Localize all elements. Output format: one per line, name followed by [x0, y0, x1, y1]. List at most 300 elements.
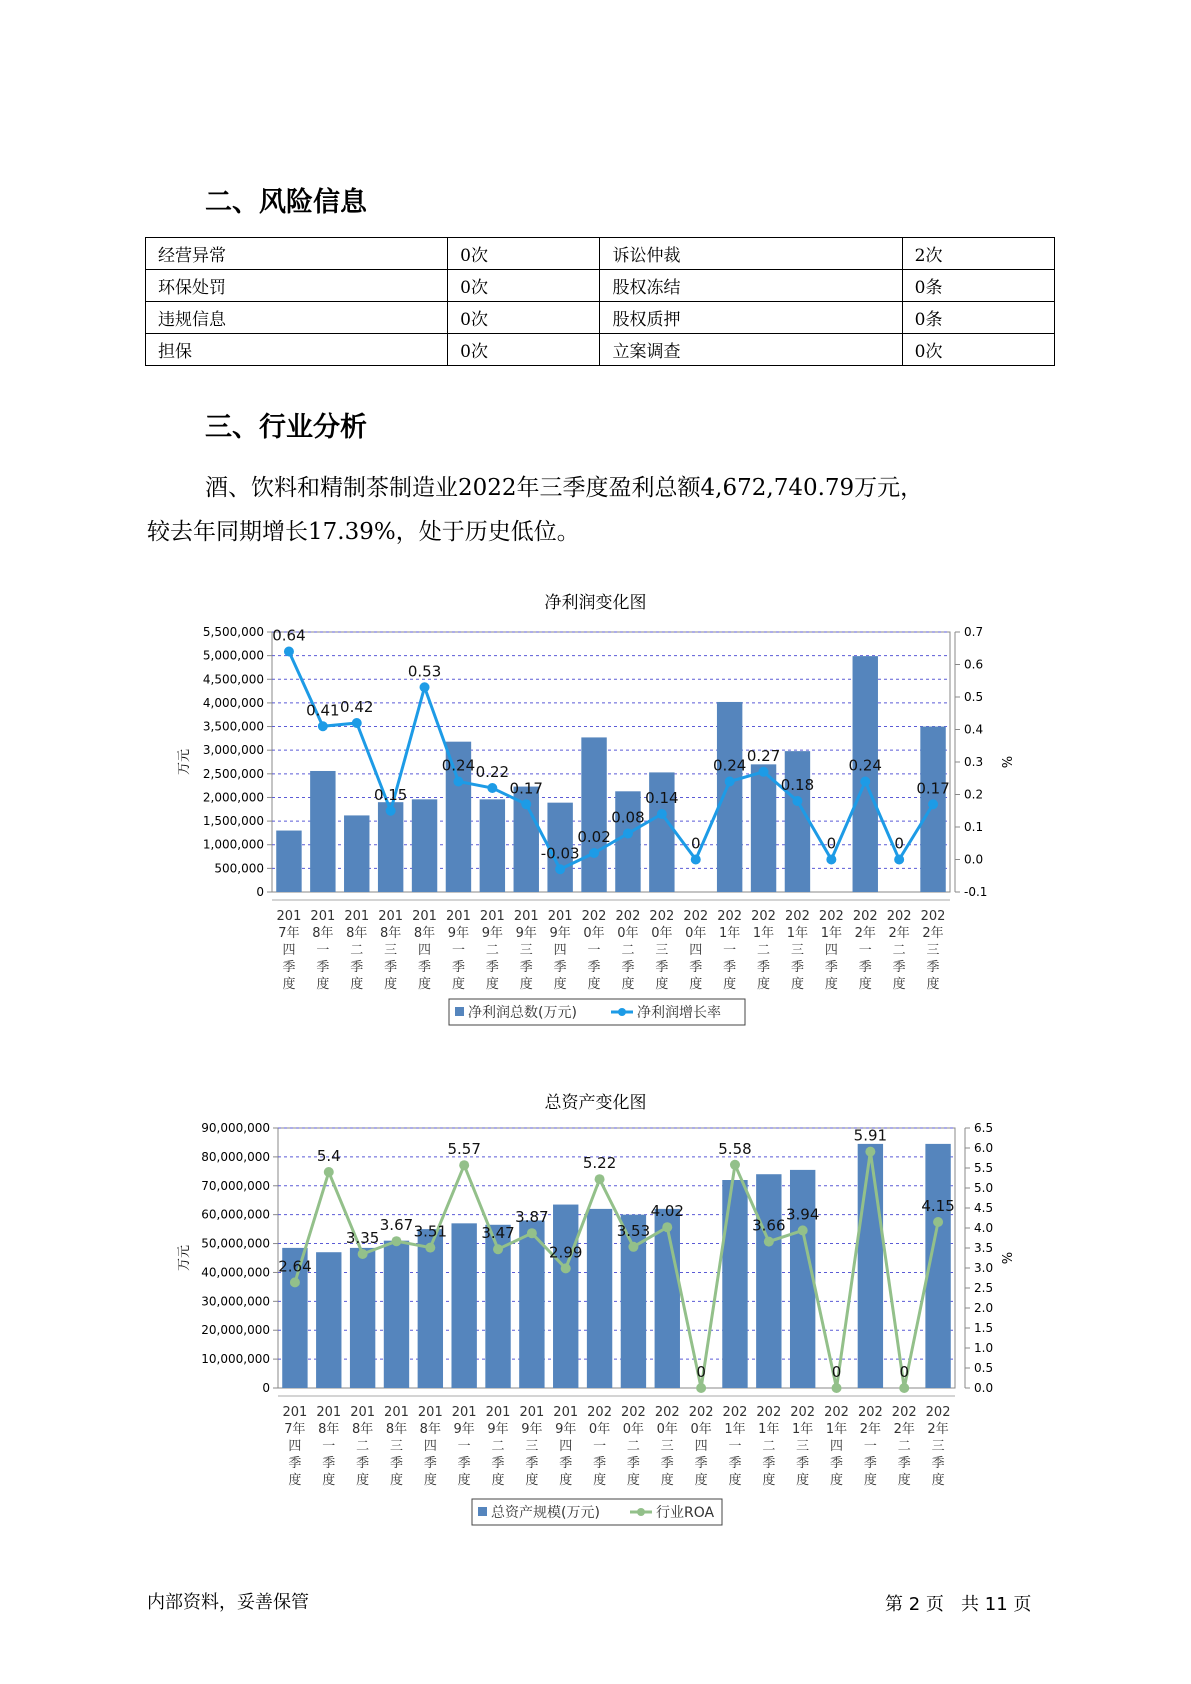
y-right-tick-label: 0.5 [974, 1361, 994, 1375]
line-point [493, 1244, 503, 1254]
line-point [933, 1217, 943, 1227]
total-assets-chart [0, 1110, 1191, 1540]
x-tick-label: 8年 [413, 926, 436, 941]
x-tick-label: 度 [491, 1473, 505, 1488]
line-point [798, 1225, 808, 1235]
y-left-tick-label: 80,000,000 [201, 1149, 270, 1164]
x-tick-label: 度 [728, 1473, 742, 1488]
x-tick-label: 度 [858, 977, 872, 992]
risk-item-label: 违规信息 [146, 302, 448, 334]
data-label: 5.57 [447, 1140, 481, 1159]
x-tick-label: 度 [796, 1473, 810, 1488]
line-point [420, 682, 430, 692]
x-tick-label: 度 [587, 977, 601, 992]
bar [310, 771, 335, 892]
legend-bar-swatch [478, 1507, 487, 1516]
y-right-tick-label: 0.0 [964, 852, 984, 867]
y-right-tick-label: 0.4 [964, 722, 984, 737]
x-tick-label: 201 [485, 1405, 511, 1420]
line-point [555, 864, 565, 874]
risk-table-row [146, 270, 1055, 302]
x-tick-label: 季 [621, 960, 635, 975]
x-tick-label: 度 [762, 1473, 776, 1488]
footer-left: 内部资料，妥善保管 [147, 1592, 309, 1613]
line-point [792, 796, 802, 806]
y-right-tick-label: 2.0 [974, 1301, 994, 1315]
y-left-tick-label: 70,000,000 [201, 1178, 270, 1193]
risk-item-value: 0次 [448, 270, 600, 302]
data-label: 0.17 [916, 779, 950, 798]
line-point [386, 806, 396, 816]
y-right-tick-label: 0.2 [964, 787, 984, 802]
x-tick-label: 二 [356, 1439, 370, 1454]
x-tick-label: 度 [723, 977, 737, 992]
y-right-tick-label: 6.0 [974, 1141, 994, 1155]
risk-item-value: 0条 [902, 270, 1054, 302]
x-tick-label: 202 [722, 1405, 748, 1420]
x-tick-label: 202 [717, 909, 743, 924]
x-tick-label: 1年 [752, 926, 775, 941]
y-right-tick-label: 4.0 [974, 1221, 994, 1235]
y-left-tick-label: 2,000,000 [202, 790, 264, 805]
y-right-axis-label: % [998, 755, 1013, 769]
x-tick-label: 四 [559, 1439, 573, 1454]
x-tick-label: 0年 [685, 926, 707, 941]
line-point [826, 855, 836, 865]
section-3-title: 三、行业分析 [205, 412, 367, 443]
x-tick-label: 季 [626, 1456, 640, 1471]
x-tick-label: 202 [756, 1405, 782, 1420]
x-tick-label: 度 [926, 977, 940, 992]
bar [316, 1252, 341, 1388]
plot-area [278, 1128, 955, 1388]
x-tick-label: 四 [553, 943, 567, 958]
data-label: 3.67 [379, 1216, 414, 1235]
x-tick-label: 度 [519, 977, 533, 992]
line-point [764, 1237, 774, 1247]
bar [581, 737, 606, 892]
risk-table-row [146, 238, 1055, 270]
data-label: 3.47 [481, 1224, 515, 1243]
x-tick-label: 四 [824, 943, 838, 958]
x-tick-label: 2年 [927, 1422, 949, 1437]
data-label: 0.14 [645, 789, 679, 807]
x-tick-label: 201 [276, 909, 302, 924]
data-label: -0.03 [540, 844, 580, 863]
line-point [696, 1383, 706, 1393]
data-label: 0 [826, 834, 837, 853]
line-point [358, 1249, 368, 1259]
y-right-tick-label: 3.0 [974, 1261, 994, 1275]
x-tick-label: 0年 [588, 1422, 611, 1437]
risk-item-label: 诉讼仲裁 [600, 238, 902, 270]
x-tick-label: 四 [418, 943, 432, 958]
x-tick-label: 度 [824, 977, 838, 992]
y-left-tick-label: 2,500,000 [202, 766, 264, 781]
x-tick-label: 三 [931, 1439, 945, 1454]
bar [920, 727, 945, 892]
data-label: 2.64 [278, 1257, 312, 1276]
line-point [860, 777, 870, 787]
x-tick-label: 季 [356, 1456, 370, 1471]
x-tick-label: 四 [282, 943, 296, 958]
x-tick-label: 202 [852, 909, 878, 924]
line-point [691, 855, 701, 865]
line-point [894, 855, 904, 865]
bar [451, 1223, 476, 1388]
bar [615, 791, 640, 892]
line-point [425, 1243, 435, 1253]
x-tick-label: 度 [621, 977, 635, 992]
x-tick-label: 2年 [854, 926, 876, 941]
risk-item-value: 0次 [448, 302, 600, 334]
y-left-tick-label: 20,000,000 [201, 1323, 270, 1338]
x-tick-label: 三 [519, 943, 533, 958]
x-tick-label: 季 [282, 960, 296, 975]
x-tick-label: 季 [728, 1456, 742, 1471]
bar [276, 831, 301, 892]
y-right-tick-label: 1.5 [974, 1321, 994, 1335]
bar [418, 1229, 443, 1388]
chart-2-title: 总资产变化图 [544, 1093, 647, 1113]
bar [519, 1220, 544, 1388]
x-tick-label: 季 [931, 1456, 945, 1471]
y-right-tick-label: 0.7 [964, 625, 984, 639]
footer-page-number: 第 2 页 共 11 页 [885, 1594, 1032, 1615]
x-tick-label: 201 [553, 1405, 579, 1420]
x-tick-label: 0年 [690, 1422, 712, 1437]
x-tick-label: 季 [796, 1456, 810, 1471]
data-label: 0.42 [340, 698, 374, 716]
x-tick-label: 1年 [825, 1422, 848, 1437]
x-tick-label: 度 [384, 977, 398, 992]
y-left-tick-label: 30,000,000 [201, 1294, 270, 1309]
x-tick-label: 二 [626, 1439, 640, 1454]
x-tick-label: 8年 [318, 1422, 340, 1437]
x-tick-label: 201 [310, 909, 336, 924]
data-label: 3.53 [616, 1221, 651, 1240]
x-tick-label: 度 [892, 977, 906, 992]
x-tick-label: 度 [830, 1473, 844, 1488]
y-left-tick-label: 4,000,000 [202, 695, 264, 710]
x-tick-label: 一 [593, 1439, 607, 1454]
y-left-tick-label: 0 [262, 1381, 270, 1395]
x-tick-label: 7年 [278, 926, 300, 941]
line-point [662, 1222, 672, 1232]
x-tick-label: 二 [491, 1439, 505, 1454]
y-left-tick-label: 4,500,000 [202, 672, 264, 687]
line-point [487, 783, 497, 793]
x-tick-label: 季 [553, 960, 567, 975]
x-tick-label: 201 [384, 1405, 409, 1420]
bar [553, 1205, 578, 1388]
line-point [899, 1383, 909, 1393]
x-tick-label: 8年 [419, 1422, 441, 1437]
x-tick-label: 202 [621, 1405, 646, 1420]
x-tick-label: 201 [412, 909, 437, 924]
x-tick-label: 度 [660, 1473, 674, 1488]
data-label: 3.87 [515, 1208, 549, 1227]
x-tick-label: 202 [790, 1405, 816, 1420]
x-tick-label: 202 [925, 1405, 951, 1420]
x-tick-label: 9年 [453, 1422, 475, 1437]
risk-item-label: 担保 [146, 334, 448, 366]
x-tick-label: 季 [723, 960, 737, 975]
x-tick-label: 度 [694, 1473, 708, 1488]
x-tick-label: 度 [757, 977, 771, 992]
x-tick-label: 度 [655, 977, 669, 992]
risk-item-value: 0条 [902, 302, 1054, 334]
data-label: 5.58 [718, 1139, 752, 1158]
legend-bar-swatch [455, 1007, 464, 1016]
x-tick-label: 8年 [351, 1422, 374, 1437]
bar [384, 1241, 409, 1388]
bar [350, 1248, 375, 1388]
x-tick-label: 季 [451, 960, 465, 975]
legend-line-marker [637, 1508, 645, 1516]
x-tick-label: 度 [931, 1473, 945, 1488]
x-tick-label: 三 [655, 943, 669, 958]
x-tick-label: 季 [892, 960, 906, 975]
x-tick-label: 9年 [487, 1422, 509, 1437]
x-tick-label: 度 [863, 1473, 877, 1488]
x-tick-label: 度 [316, 977, 330, 992]
x-tick-label: 9年 [481, 926, 503, 941]
legend-line-label: 行业ROA [656, 1505, 715, 1521]
y-left-tick-label: 500,000 [214, 861, 264, 876]
line-point [324, 1167, 334, 1177]
x-tick-label: 度 [897, 1473, 911, 1488]
x-tick-label: 度 [350, 977, 364, 992]
x-tick-label: 一 [587, 943, 601, 958]
data-label: 3.35 [345, 1229, 380, 1247]
risk-item-label: 环保处罚 [146, 270, 448, 302]
data-label: 0 [894, 834, 904, 853]
data-label: 0.24 [848, 756, 882, 775]
x-tick-label: 202 [818, 909, 844, 924]
section-2-title: 二、风险信息 [205, 187, 367, 218]
data-label: 0.64 [272, 626, 306, 645]
x-tick-label: 季 [830, 1456, 844, 1471]
x-tick-label: 三 [796, 1439, 810, 1454]
y-right-tick-label: 6.5 [974, 1121, 994, 1135]
data-label: 0.24 [712, 756, 747, 775]
x-tick-label: 9年 [447, 926, 470, 941]
x-tick-label: 季 [525, 1456, 539, 1471]
x-tick-label: 二 [892, 943, 906, 958]
x-tick-label: 季 [457, 1456, 471, 1471]
x-tick-label: 四 [288, 1439, 302, 1454]
x-tick-label: 四 [689, 943, 703, 958]
data-label: 4.15 [921, 1197, 955, 1215]
x-tick-label: 季 [519, 960, 533, 975]
x-tick-label: 度 [451, 977, 465, 992]
line-point [290, 1277, 300, 1287]
x-tick-label: 二 [485, 943, 499, 958]
y-right-tick-label: 5.5 [974, 1161, 994, 1175]
x-tick-label: 度 [485, 977, 499, 992]
x-tick-label: 一 [723, 943, 737, 958]
x-tick-label: 季 [491, 1456, 505, 1471]
risk-table-row [146, 334, 1055, 366]
data-label: 3.51 [413, 1222, 448, 1241]
x-tick-label: 7年 [284, 1422, 306, 1437]
x-tick-label: 一 [858, 943, 872, 958]
x-tick-label: 度 [457, 1473, 471, 1488]
x-tick-label: 一 [316, 943, 330, 958]
x-tick-label: 季 [485, 960, 499, 975]
bar [344, 815, 369, 892]
risk-info-table [145, 237, 1055, 366]
y-left-tick-label: 60,000,000 [201, 1207, 270, 1222]
x-tick-label: 季 [762, 1456, 776, 1471]
data-label: 0 [690, 834, 701, 853]
x-tick-label: 2年 [888, 926, 910, 941]
line-point [521, 799, 531, 809]
risk-item-value: 2次 [902, 238, 1054, 270]
risk-item-label: 股权质押 [600, 302, 902, 334]
y-left-axis-label: 万元 [177, 1244, 192, 1272]
line-point [759, 767, 769, 777]
line-point [453, 777, 463, 787]
x-tick-label: 201 [282, 1405, 308, 1420]
bar [587, 1209, 612, 1388]
x-tick-label: 1年 [758, 1422, 780, 1437]
x-tick-label: 8年 [380, 926, 402, 941]
line-point [391, 1236, 401, 1246]
x-tick-label: 201 [417, 1405, 443, 1420]
risk-table-row [146, 302, 1055, 334]
x-tick-label: 二 [762, 1439, 776, 1454]
y-left-tick-label: 5,000,000 [202, 648, 264, 663]
y-right-tick-label: 3.5 [974, 1241, 994, 1255]
x-tick-label: 三 [525, 1439, 539, 1454]
risk-item-label: 经营异常 [146, 238, 448, 270]
x-tick-label: 201 [350, 1405, 376, 1420]
x-tick-label: 201 [378, 909, 404, 924]
x-tick-label: 201 [344, 909, 370, 924]
x-tick-label: 201 [446, 909, 471, 924]
x-tick-label: 一 [457, 1439, 471, 1454]
x-tick-label: 度 [356, 1473, 370, 1488]
data-label: 5.4 [316, 1147, 341, 1165]
data-label: 0.17 [509, 779, 543, 798]
x-tick-label: 8年 [385, 1422, 408, 1437]
bar [722, 1180, 747, 1388]
x-tick-label: 四 [423, 1439, 437, 1454]
x-tick-label: 9年 [521, 1422, 543, 1437]
x-tick-label: 季 [926, 960, 940, 975]
x-tick-label: 202 [683, 909, 709, 924]
risk-item-value: 0次 [448, 238, 600, 270]
line-point [595, 1174, 605, 1184]
y-left-tick-label: 90,000,000 [201, 1121, 270, 1135]
x-tick-label: 度 [282, 977, 296, 992]
x-tick-label: 0年 [656, 1422, 678, 1437]
x-tick-label: 季 [655, 960, 669, 975]
data-label: 0.15 [373, 785, 408, 804]
line-point [832, 1383, 842, 1393]
x-tick-label: 季 [384, 960, 398, 975]
x-tick-label: 1年 [724, 1422, 746, 1437]
x-tick-label: 一 [322, 1439, 336, 1454]
y-left-tick-label: 50,000,000 [201, 1236, 270, 1251]
x-tick-label: 季 [863, 1456, 877, 1471]
x-tick-label: 0年 [617, 926, 639, 941]
x-tick-label: 201 [547, 909, 573, 924]
legend-bar-label: 总资产规模(万元) [491, 1505, 600, 1521]
x-tick-label: 季 [350, 960, 364, 975]
x-tick-label: 季 [288, 1456, 302, 1471]
x-tick-label: 三 [384, 943, 398, 958]
line-point [657, 809, 667, 819]
x-tick-label: 202 [857, 1405, 883, 1420]
line-point [527, 1228, 537, 1238]
x-tick-label: 二 [621, 943, 635, 958]
x-tick-label: 度 [423, 1473, 437, 1488]
bar [412, 799, 437, 892]
x-tick-label: 202 [649, 909, 675, 924]
x-tick-label: 季 [593, 1456, 607, 1471]
data-label: 0.41 [306, 701, 340, 720]
x-tick-label: 度 [626, 1473, 640, 1488]
bar [790, 1170, 815, 1388]
data-label: 0.08 [611, 808, 645, 827]
x-tick-label: 9年 [515, 926, 537, 941]
y-right-tick-label: -0.1 [964, 885, 988, 899]
x-tick-label: 度 [559, 1473, 573, 1488]
x-tick-label: 季 [689, 960, 703, 975]
x-tick-label: 0年 [651, 926, 673, 941]
x-tick-label: 季 [757, 960, 771, 975]
x-tick-label: 三 [660, 1439, 674, 1454]
line-point [459, 1160, 469, 1170]
x-tick-label: 202 [824, 1405, 849, 1420]
x-tick-label: 季 [660, 1456, 674, 1471]
y-right-tick-label: 5.0 [974, 1181, 994, 1195]
x-tick-label: 2年 [893, 1422, 915, 1437]
x-tick-label: 度 [790, 977, 804, 992]
x-tick-label: 季 [824, 960, 838, 975]
risk-item-value: 0次 [448, 334, 600, 366]
x-tick-label: 202 [654, 1405, 680, 1420]
data-label: 4.02 [650, 1202, 684, 1221]
y-left-tick-label: 3,500,000 [202, 719, 264, 734]
x-tick-label: 度 [418, 977, 432, 992]
x-tick-label: 度 [689, 977, 703, 992]
x-tick-label: 202 [615, 909, 641, 924]
risk-item-value: 0次 [902, 334, 1054, 366]
x-tick-label: 三 [926, 943, 940, 958]
data-label: 0.18 [780, 776, 815, 794]
x-tick-label: 一 [451, 943, 465, 958]
y-right-tick-label: 0.6 [964, 657, 984, 672]
x-tick-label: 度 [389, 1473, 403, 1488]
analysis-paragraph-line-2: 较去年同期增长17.39%，处于历史低位。 [147, 519, 580, 545]
legend-bar-label: 净利润总数(万元) [468, 1005, 577, 1021]
data-label: 3.94 [785, 1205, 820, 1224]
y-left-tick-label: 1,500,000 [202, 814, 264, 829]
bar [751, 764, 776, 892]
x-tick-label: 季 [322, 1456, 336, 1471]
x-tick-label: 季 [316, 960, 330, 975]
y-right-tick-label: 0.3 [964, 755, 984, 769]
x-tick-label: 2年 [859, 1422, 882, 1437]
x-tick-label: 0年 [622, 1422, 645, 1437]
x-tick-label: 二 [757, 943, 771, 958]
x-tick-label: 201 [316, 1405, 342, 1420]
x-tick-label: 四 [694, 1439, 708, 1454]
